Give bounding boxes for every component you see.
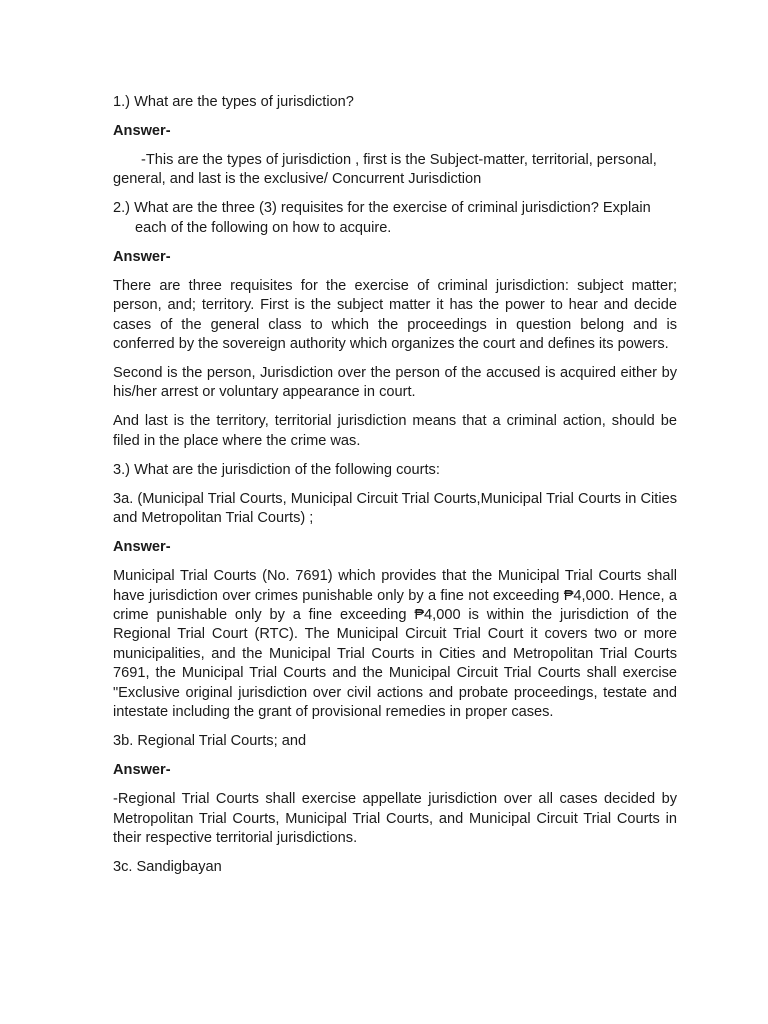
question-3c: 3c. Sandigbayan xyxy=(113,858,222,875)
answer-2-paragraph-1: There are three requisites for the exercise of criminal jurisdiction: subject matter; person, and; territory. First is the subject matter it has the power to hear and decide cases of the general class to which the proceedings in question belong and is conferred by the sovereign authority which organizes the court and defines its powers. xyxy=(113,277,677,353)
answer-3a: Municipal Trial Courts (No. 7691) which provides that the Municipal Trial Courts shall have jurisdiction over crimes punishable only by a fine not exceeding ₱4,000. Hence, a crime punishable only by a fine exceeding ₱4,000 is within the jurisdiction of the Regional Trial Court (RTC). The Municipal Circuit Trial Court it covers two or more municipalities, and the Municipal Trial Courts in Cities and Metropolitan Trial Courts 7691, the Municipal Trial Courts and the Municipal Circuit Trial Courts shall exercise "Exclusive original jurisdiction over civil actions and probate proceedings, testate and intestate including the grant of provisional remedies in proper cases. xyxy=(113,568,677,721)
question-3b: 3b. Regional Trial Courts; and xyxy=(113,733,307,750)
answer-label-3a: Answer- xyxy=(113,539,171,556)
answer-label-1: Answer- xyxy=(113,123,171,139)
question-3: 3.) What are the jurisdiction of the following courts: xyxy=(113,461,440,478)
answer-2-paragraph-2: Second is the person, Jurisdiction over the person of the accused is acquired either by his/her arrest or voluntary appearance in court. xyxy=(113,365,677,401)
answer-1: -This are the types of jurisdiction , first is the Subject-matter, territorial, personal, general, and last is the exclusive/ Concurrent Jurisdiction xyxy=(113,152,657,188)
question-1: 1.) What are the types of jurisdiction? xyxy=(113,94,354,110)
document-page xyxy=(113,93,677,887)
answer-label-3b: Answer- xyxy=(113,762,171,779)
answer-label-2: Answer- xyxy=(113,248,171,265)
answer-3b: -Regional Trial Courts shall exercise appellate jurisdiction over all cases decided by Metropolitan Trial Courts, Municipal Trial Courts, and Municipal Circuit Trial Courts in their respective territorial jurisdictions. xyxy=(113,791,677,846)
question-2: 2.) What are the three (3) requisites for the exercise of criminal jurisdiction? Explain each of the following on how to acquire. xyxy=(113,200,651,236)
answer-2-paragraph-3: And last is the territory, territorial jurisdiction means that a criminal action, should be filed in the place where the crime was. xyxy=(113,413,677,449)
question-3a: 3a. (Municipal Trial Courts, Municipal Circuit Trial Courts,Municipal Trial Courts in Cities and Metropolitan Trial Courts) ; xyxy=(113,490,677,527)
